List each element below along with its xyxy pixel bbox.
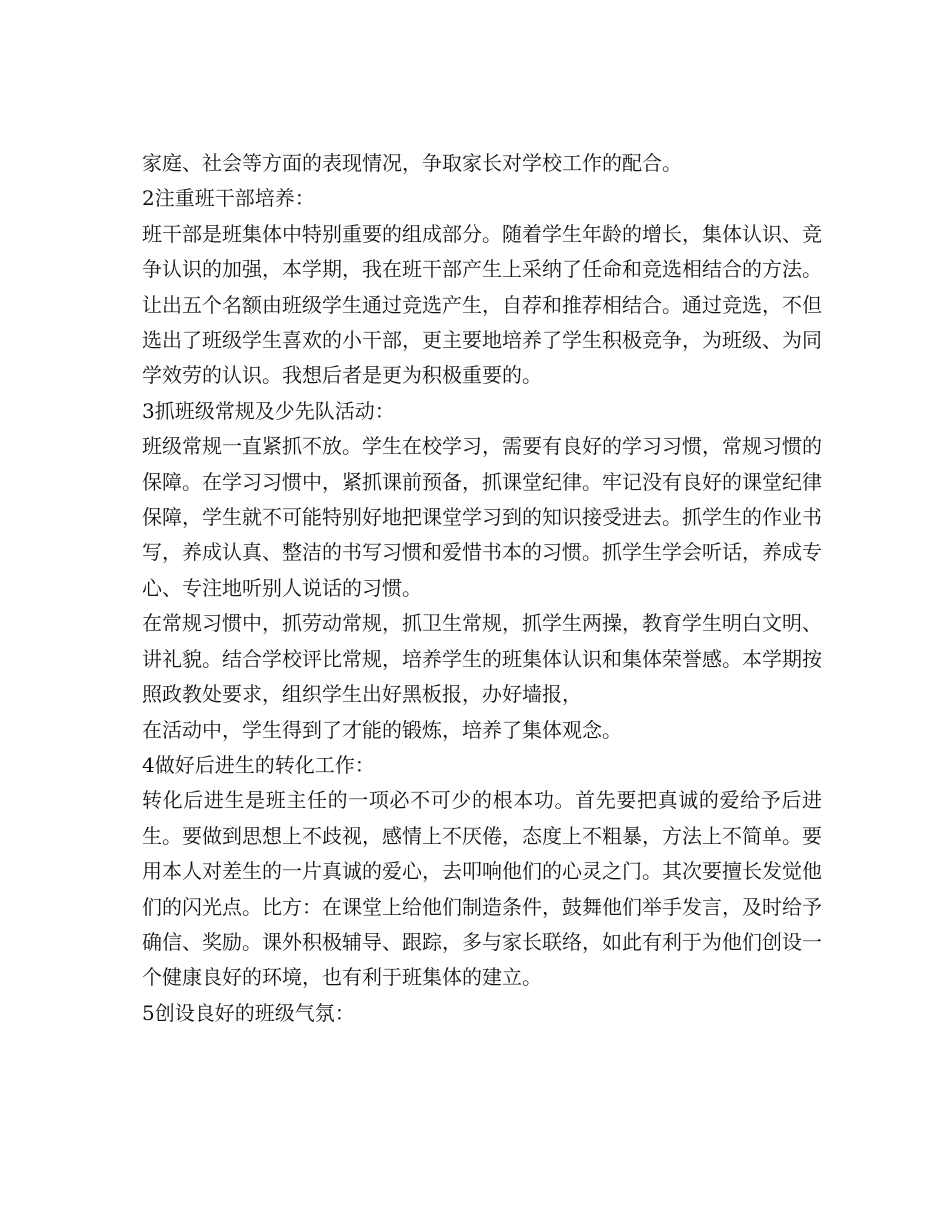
- heading-class-routine-activities: 3抓班级常规及少先队活动：: [142, 398, 395, 423]
- document-body: [142, 146, 822, 1031]
- heading-class-atmosphere: 5创设良好的班级气氛：: [142, 1000, 355, 1025]
- paragraph-parent-cooperation: 家庭、社会等方面的表现情况，争取家长对学校工作的配合。: [142, 151, 682, 175]
- paragraph-routine-habits: 在常规习惯中，抓劳动常规，抓卫生常规，抓学生两操，教育学生明白文明、讲礼貌。结合学校评比常规，培养学生的班集体认识和集体荣誉感。本学期按照政教处要求，组织学生出好黑板报，办好墙报，: [142, 611, 822, 707]
- paragraph-class-cadre-training: 班干部是班集体中特别重要的组成部分。随着学生年龄的增长，集体认识、竞争认识的加强，本学期，我在班干部产生上采纳了任命和竞选相结合的方法。让出五个名额由班级学生通过竞选产生，自荐和推荐相结合。通过竞选，不但选出了班级学生喜欢的小干部，更主要地培养了学生积极竞争，为班级、为同学效劳的认识。我想后者是更为积极重要的。: [142, 221, 822, 388]
- heading-class-cadre-training: 2注重班干部培养：: [142, 186, 315, 211]
- heading-struggling-students: 4做好后进生的转化工作：: [142, 752, 375, 777]
- paragraph-activity-outcome: 在活动中，学生得到了才能的锻炼，培养了集体观念。: [142, 717, 622, 742]
- paragraph-study-habits: 班级常规一直紧抓不放。学生在校学习，需要有良好的学习习惯，常规习惯的保障。在学习习惯中，紧抓课前预备，抓课堂纪律。牢记没有良好的课堂纪律保障，学生就不可能特别好地把课堂学习到的知识接受进去。抓学生的作业书写，养成认真、整洁的书写习惯和爱惜书本的习惯。抓学生学会听话，养成专心、专注地听别人说话的习惯。: [142, 434, 822, 600]
- paragraph-struggling-students: 转化后进生是班主任的一项必不可少的根本功。首先要把真诚的爱给予后进生。要做到思想上不歧视，感情上不厌倦，态度上不粗暴，方法上不简单。要用本人对差生的一片真诚的爱心，去叩响他们的心灵之门。其次要擅长发觉他们的闪光点。比方：在课堂上给他们制造条件，鼓舞他们举手发言，及时给予确信、奖励。课外积极辅导、跟踪，多与家长联络，如此有利于为他们创设一个健康良好的环境，也有利于班集体的建立。: [142, 788, 822, 990]
